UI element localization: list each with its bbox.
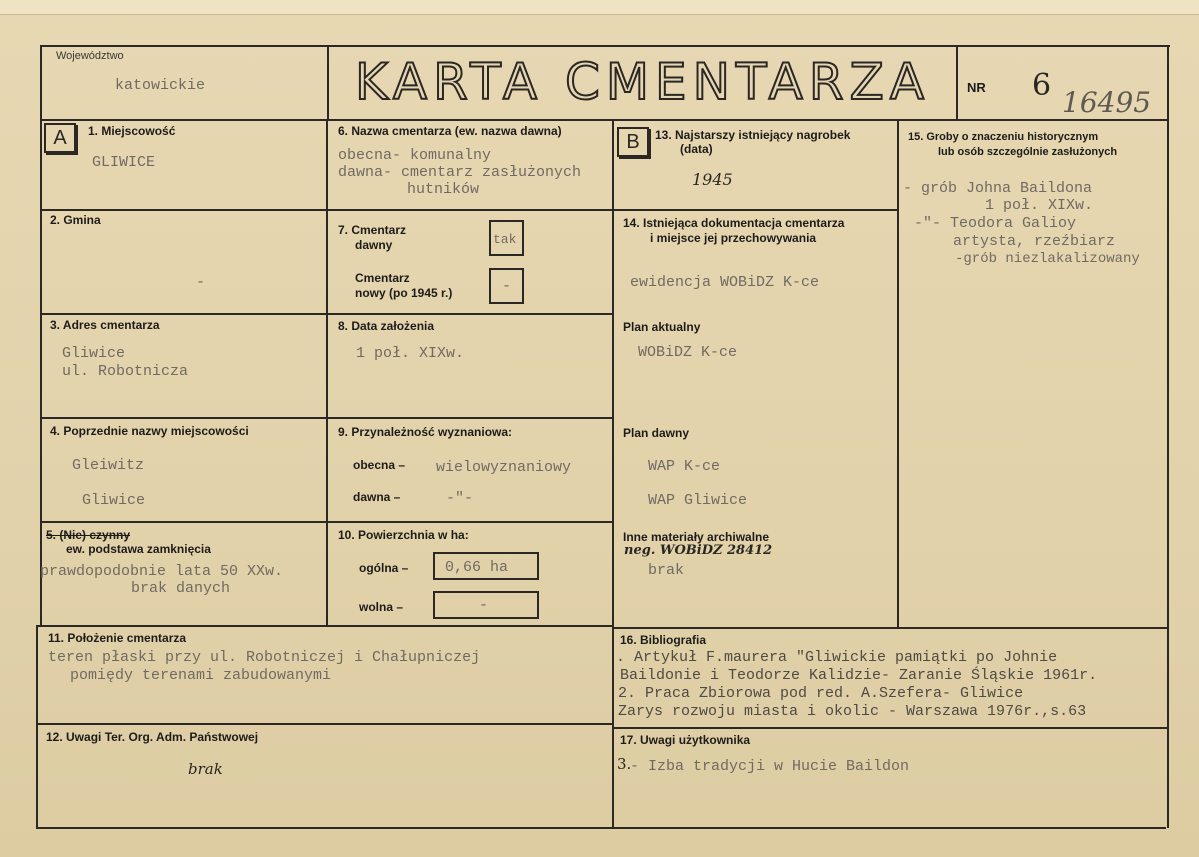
field-17-number: 3. (617, 755, 632, 773)
field-5-value-line2: brak danych (131, 580, 231, 597)
field-17-label: 17. Uwagi użytkownika (620, 733, 751, 747)
plan-dawny-value-line2: WAP Gliwice (648, 492, 748, 509)
field-8-label: 8. Data założenia (338, 319, 435, 333)
field-16-value-line1: . Artykuł F.maurera "Gliwickie pamiątki po Johnie (616, 649, 1058, 666)
plan-dawny-value-line1: WAP K-ce (648, 458, 721, 475)
field-10-ogolna-value: 0,66 ha (445, 559, 509, 576)
field-3-label: 3. Adres cmentarza (50, 318, 160, 332)
field-14-value: ewidencja WOBiDZ K-ce (630, 274, 820, 291)
field-6-value-line3: hutników (407, 181, 480, 198)
field-9-label: 9. Przynależność wyznaniowa: (338, 425, 513, 439)
column-divider (326, 119, 328, 625)
field-1-label: 1. Miejscowość (88, 124, 176, 138)
field-7-nowy-value: - (502, 278, 512, 295)
row-line (40, 209, 613, 211)
nr-extra-number: 16495 (1062, 86, 1152, 119)
header-bottom-line (40, 119, 1168, 121)
field-16-label: 16. Bibliografia (620, 633, 707, 647)
nr-label: NR (967, 80, 986, 95)
field-3-value-line1: Gliwice (62, 345, 126, 362)
inne-materialy-handwritten: neg. WOBiDZ 28412 (624, 543, 773, 558)
field-16-value-line4: Zarys rozwoju miasta i okolic - Warszawa 1976r.,s.63 (618, 703, 1087, 720)
field-6-label: 6. Nazwa cmentarza (ew. nazwa dawna) (338, 124, 562, 138)
field-6-value-line1: obecna- komunalny (338, 147, 492, 164)
section-b-marker: B (617, 127, 649, 157)
field-4-label: 4. Poprzednie nazwy miejscowości (50, 424, 249, 438)
field-14-label-2: i miejsce jej przechowywania (650, 231, 817, 245)
field-4-value-line2: Gliwice (82, 492, 146, 509)
field-7-label-nowy: Cmentarz (355, 271, 410, 285)
field-13-value: 1945 (692, 170, 733, 189)
nr-value: 6 (1032, 68, 1052, 103)
row-line (36, 723, 614, 725)
field-15-value-line4: artysta, rzeźbiarz (953, 233, 1116, 250)
field-10-wolna-value: - (479, 597, 489, 614)
field-2-value: - (196, 274, 206, 291)
field-7-label-dawny: 7. Cmentarz (338, 223, 407, 237)
row-line (40, 417, 613, 419)
header-divider (956, 45, 958, 121)
field-7-dawny-value: tak (493, 232, 517, 247)
field-17-value: - Izba tradycji w Hucie Baildon (630, 758, 910, 775)
frame-line (36, 827, 1166, 829)
row-line (40, 521, 613, 523)
field-13-label: 13. Najstarszy istniejący nagrobek (655, 128, 851, 142)
field-7-nowy-box (489, 268, 524, 304)
plan-aktualny-label: Plan aktualny (623, 320, 701, 334)
field-14-label: 14. Istniejąca dokumentacja cmentarza (623, 216, 845, 230)
frame-line (1167, 45, 1169, 828)
plan-aktualny-value: WOBiDZ K-ce (638, 344, 738, 361)
field-7-label-nowy-2: nowy (po 1945 r.) (355, 286, 453, 300)
row-line (612, 627, 1168, 629)
inne-materialy-value: brak (648, 562, 685, 579)
field-3-value-line2: ul. Robotnicza (62, 363, 189, 380)
field-15-label-2: lub osób szczególnie zasłużonych (938, 146, 1118, 158)
field-10-label: 10. Powierzchnia w ha: (338, 528, 469, 542)
field-1-value: GLIWICE (92, 154, 156, 171)
header-divider (327, 45, 329, 121)
field-5-label: 5. (Nie) czynny (46, 528, 131, 542)
field-13-label-2: (data) (680, 142, 713, 156)
field-7-dawny-box (489, 220, 524, 256)
field-7-label-dawny-2: dawny (355, 238, 393, 252)
field-11-value-line1: teren płaski przy ul. Robotniczej i Chałupniczej (48, 649, 481, 666)
field-12-label: 12. Uwagi Ter. Org. Adm. Państwowej (46, 730, 259, 744)
field-9-dawna-value: -"- (446, 490, 474, 507)
card-title: KARTA CMENTARZA (355, 53, 931, 111)
wojewodztwo-value: katowickie (115, 77, 206, 94)
field-15-value-line3: -"- Teodora Galioy (914, 215, 1077, 232)
field-15-label: 15. Groby o znaczeniu historycznym (908, 131, 1099, 143)
field-15-value-line5: -grób niezlakalizowany (955, 251, 1140, 267)
field-5-label-closure: ew. podstawa zamknięcia (66, 542, 211, 556)
field-11-label: 11. Położenie cmentarza (48, 631, 187, 645)
card-top-edge (0, 0, 1199, 15)
field-6-value-line2: dawna- cmentarz zasłużonych (338, 164, 582, 181)
row-line (612, 209, 899, 211)
field-15-value-line1: - grób Johna Baildona (903, 180, 1093, 197)
section-a-marker: A (44, 123, 76, 153)
row-line (40, 313, 613, 315)
field-9-dawna-label: dawna – (353, 490, 401, 504)
field-16-value-line3: 2. Praca Zbiorowa pod red. A.Szefera- Gliwice (618, 685, 1024, 702)
field-12-value: brak (188, 760, 223, 778)
field-9-obecna-label: obecna – (353, 458, 406, 472)
field-9-obecna-value: wielowyznaniowy (436, 459, 572, 476)
field-2-label: 2. Gmina (50, 213, 101, 227)
plan-dawny-label: Plan dawny (623, 426, 690, 440)
frame-line (40, 45, 1170, 47)
field-10-wolna-box (433, 591, 539, 619)
field-8-value: 1 poł. XIXw. (356, 345, 465, 362)
inne-materialy-label: Inne materiały archiwalne (623, 530, 770, 544)
field-10-ogolna-label: ogólna – (359, 561, 409, 575)
row-line (612, 727, 1168, 729)
field-10-ogolna-box (433, 552, 539, 580)
frame-line (36, 625, 38, 828)
field-15-value-line2: 1 poł. XIXw. (985, 197, 1094, 214)
field-11-value-line2: pomiędy terenami zabudowanymi (70, 667, 332, 684)
row-line (36, 625, 614, 627)
field-5-value-line1: prawdopodobnie lata 50 XXw. (40, 563, 284, 580)
column-divider (897, 119, 899, 629)
field-4-value-line1: Gleiwitz (72, 457, 145, 474)
wojewodztwo-label: Województwo (56, 50, 124, 62)
field-16-value-line2: Baildonie i Teodorze Kalidzie- Zaranie Śląskie 1961r. (620, 667, 1098, 684)
frame-line (40, 45, 42, 625)
column-divider (612, 119, 614, 827)
field-10-wolna-label: wolna – (359, 600, 404, 614)
